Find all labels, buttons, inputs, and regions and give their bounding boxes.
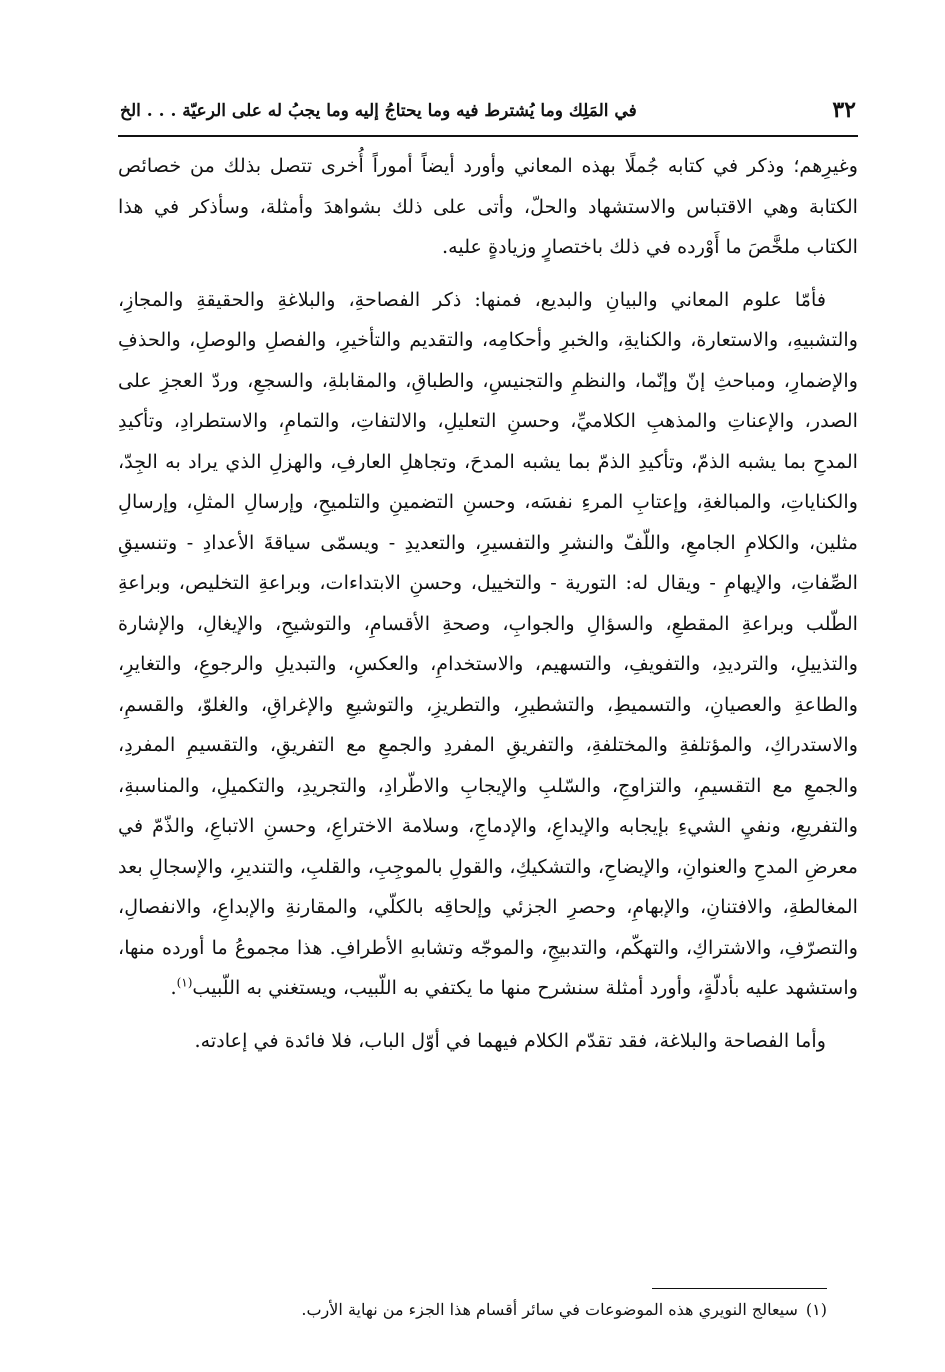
footnote-reference[interactable]: (١): [176, 975, 193, 990]
footnote-text: سيعالج النويري هذه الموضوعات في سائر أقسام هذا الجزء من نهاية الأرب.: [301, 1300, 798, 1319]
running-header: [118, 95, 858, 137]
footnote-divider: [652, 1288, 827, 1289]
paragraph-2: [118, 280, 858, 1009]
main-text: [118, 146, 858, 1073]
footnote-marker: (١): [805, 1300, 827, 1319]
running-title: في المَلِك وما يُشترط فيه وما يحتاجُ إليه وما يجبُ له على الرعيّة . . . الخ: [120, 101, 637, 121]
paragraph-2-text: فأمّا علوم المعاني والبيانِ والبديع، فمنها: ذكر الفصاحةِ، والبلاغةِ والحقيقةِ والمجازِ، والتشبيهِ، والاستعارة، والكنايةِ، والخبرِ وأحكامِه، والتقديم والتأخيرِ، والفصلِ والوصلِ، والحذفِ والإضمارِ، ومباحثِ إنّ وإنّما، والنظمِ والتجنيسِ، والطباقِ، والمقابلةِ، والسجعِ، وردّ العجزِ على الصدر، والإعناتِ والمذهبِ الكلاميِّ، وحسنِ التعليلِ، والالتفاتِ، والتمامِ، والاستطرادِ، وتأكيدِ المدحِ بما يشبه الذمّ، وتأكيدِ الذمّ بما يشبه المدحَ، وتجاهلِ العارفِ، والهزلِ الذي يراد به الجِدّ، والكناياتِ، والمبالغةِ، وإعتابِ المرءِ نفسَه، وحسنِ التضمينِ والتلميحِ، وإرسالِ المثلِ، وإرسالِ مثلين، والكلامِ الجامعِ، واللّفّ والنشرِ والتفسيرِ، والتعديدِ - ويسمّى سياقةَ الأعدادِ - وتنسيقِ الصِّفاتِ، والإيهامِ - ويقال له: التورية - والتخييل، وحسنِ الابتداءات، وبراعةِ التخليص، وبراعةِ الطّلب وبراعةِ المقطعِ، والسؤالِ والجوابِ، وصحةِ الأقسامِ، والتوشيحِ، والإيغالِ، والإشارة والتذييلِ، والترديدِ، والتفويفِ، والتسهيم، والاستخدامِ، والعكسِ، والتبديلِ والرجوعِ، والتغايرِ، والطاعةِ والعصيانِ، والتسميطِ، والتشطيرِ، والتطريزِ، والتوشيعِ والإغراقِ، والغلوّ، والقسمِ، والاستدراكِ، والمؤتلفةِ والمختلفةِ، والتفريقِ المفردِ والجمعِ مع التفريقِ، والتقسيمِ المفردِ، والجمعِ مع التقسيمِ، والتزاوجِ، والسّلبِ والإيجابِ والاطّرادِ، والتجريدِ، والتكميلِ، والمناسبةِ، والتفريعِ، ونفيِ الشيءِ بإيجابه والإيداعِ، والإدماجِ، وسلامة الاختراعِ، وحسنِ الاتباعِ، والذّمّ في معرضِ المدحِ والعنوانِ، والإيضاحِ، والتشكيكِ، والقولِ بالموجِبِ، والقلبِ، والتنديرِ، والإسجالِ بعد المغالطةِ، والافتنانِ، والإبهامِ، وحصرِ الجزئي وإلحاقِه بالكلّي، والمقارنةِ والإبداعِ، والانفصالِ، والتصرّفِ، والاشتراكِ، والتهكّم، والتدبيجِ، والموجّه وتشابهِ الأطرافِ. هذا مجموعُ ما أورده منها، واستشهد عليه بأدلّةٍ، وأورد أمثلة سنشرح منها ما يكتفي به اللّبيب، ويستغني به اللّبيب: [118, 287, 858, 999]
paragraph-2-end: .: [170, 976, 177, 999]
paragraph-3: وأما الفصاحة والبلاغة، فقد تقدّم الكلام فيهما في أوّل الباب، فلا فائدة في إعادته.: [194, 1028, 826, 1052]
page-number: ٣٢: [832, 97, 856, 123]
footnote: [87, 1297, 827, 1323]
paragraph-1: وغيرِهم؛ وذكر في كتابه جُملًا بهذه المعاني وأورد أيضاً أموراً أُخرى تتصل بذلك من خصائص الكتابة وهي الاقتباس والاستشهاد والحلّ، وأتى على ذلك بشواهدَ وأمثلة، وسأذكر في هذا الكتاب ملخَّصَ ما أَوْرده في ذلك باختصارٍ وزيادةٍ عليه.: [118, 154, 858, 258]
